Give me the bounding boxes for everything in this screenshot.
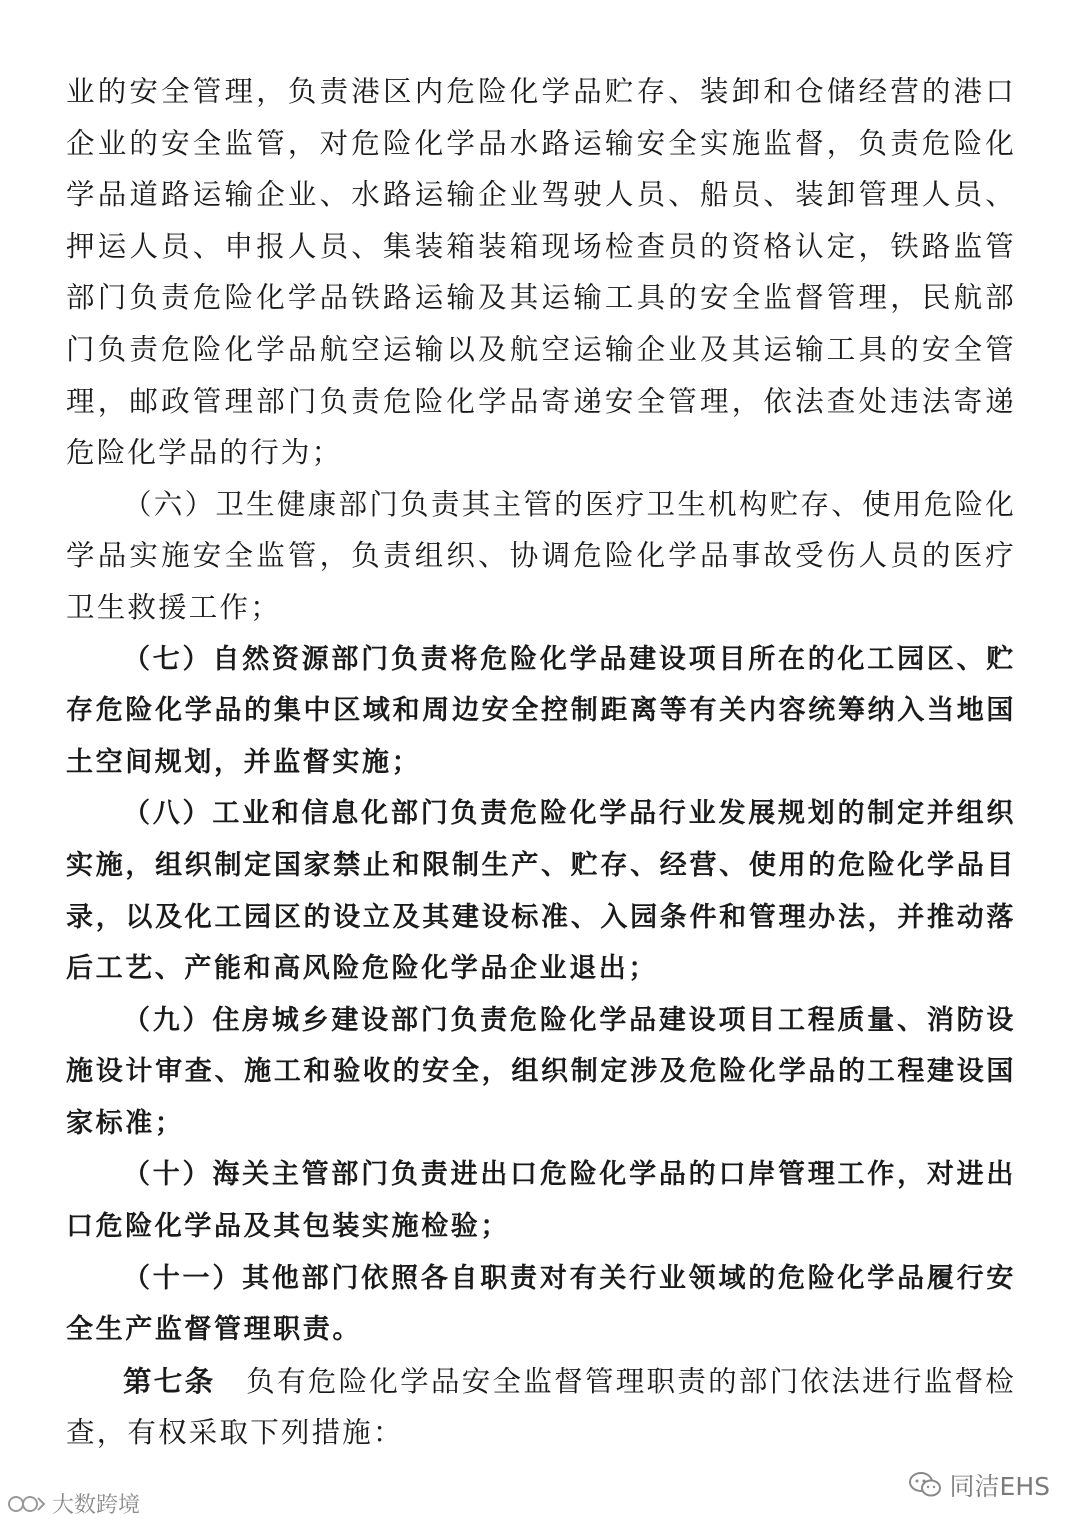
paragraph-item-6: （六）卫生健康部门负责其主管的医疗卫生机构贮存、使用危险化学品实施安全监管，负责组织、协调危险化学品事故受伤人员的医疗卫生救援工作； <box>66 487 1016 624</box>
paragraph-continuation: 业的安全管理，负责港区内危险化学品贮存、装卸和仓储经营的港口企业的安全监管，对危险化学品水路运输安全实施监督，负责危险化学品道路运输企业、水路运输企业驾驶人员、船员、装卸管理人员、押运人员、申报人员、集装箱装箱现场检查员的资格认定，铁路监管部门负责危险化学品铁路运输及其运输工具的安全监督管理，民航部门负责危险化学品航空运输以及航空运输企业及其运输工具的安全管理，邮政管理部门负责危险化学品寄递安全管理，依法查处违法寄递危险化学品的行为； <box>66 75 1016 470</box>
paragraph-item-9: （九）住房城乡建设部门负责危险化学品建设项目工程质量、消防设施设计审查、施工和验收的安全，组织制定涉及危险化学品的工程建设国家标准； <box>66 1004 1016 1139</box>
watermark-logo-icon <box>6 1492 46 1516</box>
article-7 <box>66 1356 1016 1459</box>
watermark-right-text: 同洁EHS <box>949 1472 1050 1501</box>
document-body <box>66 66 1016 1459</box>
article-text: 负有危险化学品安全监督管理职责的部门依法进行监督检查，有权采取下列措施： <box>66 1364 1016 1450</box>
watermark-left-text: 大数跨境 <box>52 1493 141 1518</box>
article-label: 第七条 <box>123 1364 216 1398</box>
watermark-left <box>6 1488 140 1519</box>
paragraph-item-11: （十一）其他部门依照各自职责对有关行业领域的危险化学品履行安全生产监督管理职责。 <box>66 1262 1016 1346</box>
paragraph-item-7: （七）自然资源部门负责将危险化学品建设项目所在的化工园区、贮存危险化学品的集中区域和周边安全控制距离等有关内容统筹纳入当地国土空间规划，并监督实施； <box>66 643 1016 778</box>
watermark-right <box>908 1467 1050 1503</box>
paragraph-item-10: （十）海关主管部门负责进出口危险化学品的口岸管理工作，对进出口危险化学品及其包装实施检验； <box>66 1159 1016 1243</box>
wechat-icon <box>908 1471 942 1499</box>
paragraph-item-8: （八）工业和信息化部门负责危险化学品行业发展规划的制定并组织实施，组织制定国家禁止和限制生产、贮存、经营、使用的危险化学品目录，以及化工园区的设立及其建设标准、入园条件和管理办法，并推动落后工艺、产能和高风险危险化学品企业退出； <box>66 798 1016 985</box>
